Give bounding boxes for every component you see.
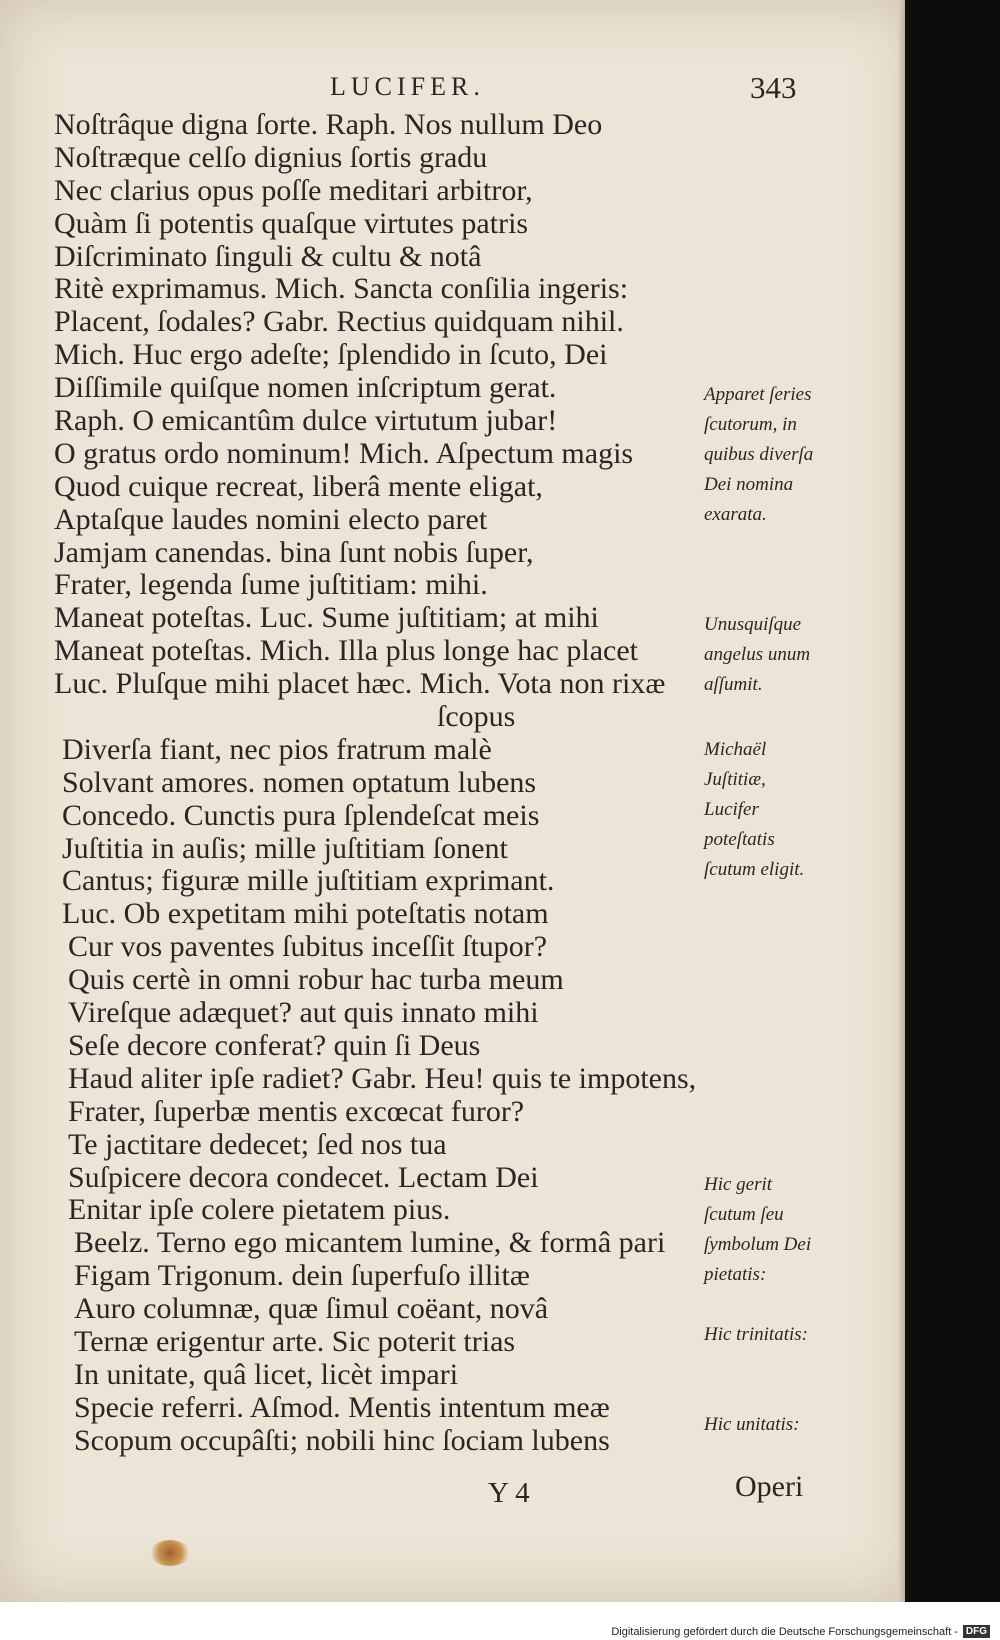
verse-line: Ritè exprimamus. Mich. Sancta conſilia ingeris:	[54, 272, 629, 306]
verse-line: Enitar ipſe colere pietatem pius.	[68, 1193, 451, 1227]
verse-line: Placent, ſodales? Gabr. Rectius quidquam nihil.	[54, 305, 624, 339]
page-number: 343	[750, 70, 797, 105]
verse-line: ſcopus	[437, 700, 516, 734]
verse-line: Frater, ſuperbæ mentis excœcat furor?	[68, 1094, 525, 1128]
verse-line: Ternæ erigentur arte. Sic poterit trias	[74, 1324, 516, 1358]
margin-note: Hic unitatis:	[704, 1414, 800, 1435]
verse-line: Quod cuique recreat, liberâ mente eligat,	[54, 469, 543, 503]
verse-text	[54, 109, 714, 1458]
verse-line: Diſſimile quiſque nomen inſcriptum gerat.	[54, 371, 557, 405]
verse-line: Raph. O emicantûm dulce virtutum jubar!	[54, 404, 558, 438]
verse-line: Scopum occupâſti; nobili hinc ſociam lubens	[74, 1423, 610, 1457]
verse-line: Luc. Ob expetitam mihi poteſtatis notam	[62, 897, 549, 931]
verse-line: Cantus; figuræ mille juſtitiam exprimant.	[62, 864, 555, 898]
verse-line: Luc. Pluſque mihi placet hæc. Mich. Vota non rixæ	[54, 667, 666, 701]
verse-line: Juſtitia in auſis; mille juſtitiam ſonent	[62, 831, 508, 865]
verse-line: Concedo. Cunctis pura ſplendeſcat meis	[62, 798, 540, 832]
verse-line: Mich. Huc ergo adeſte; ſplendido in ſcuto, Dei	[54, 338, 608, 372]
running-title: LUCIFER.	[330, 72, 485, 101]
verse-line: Diverſa fiant, nec pios fratrum malè	[62, 732, 492, 766]
verse-line: Diſcriminato ſinguli & cultu & notâ	[54, 239, 482, 273]
scan-background	[905, 0, 1000, 1602]
verse-line: Haud aliter ipſe radiet? Gabr. Heu! quis te impotens,	[68, 1061, 697, 1095]
verse-line: Te jactitare dedecet; ſed nos tua	[68, 1127, 447, 1161]
verse-line: Maneat poteſtas. Mich. Illa plus longe hac placet	[54, 634, 638, 668]
margin-note: Hic gerit ſcutum ſeu ſymbolum Dei pietatis:	[704, 1174, 812, 1285]
signature-mark: Y 4	[488, 1477, 530, 1509]
verse-line: Frater, legenda ſume juſtitiam: mihi.	[54, 568, 488, 602]
verse-line: Noſtrâque digna ſorte. Raph. Nos nullum Deo	[54, 108, 603, 141]
verse-line: Quis certè in omni robur hac turba meum	[68, 963, 564, 997]
verse-line: Solvant amores. nomen optatum lubens	[62, 765, 537, 799]
verse-line: Maneat poteſtas. Luc. Sume juſtitiam; at mihi	[54, 601, 599, 635]
digitization-credit: Digitalisierung gefördert durch die Deutsche Forschungsgemeinschaft -	[611, 1626, 958, 1638]
verse-line: Noſtræque celſo dignius ſortis gradu	[54, 140, 488, 174]
verse-line: Vireſque adæquet? aut quis innato mihi	[68, 996, 539, 1030]
verse-line: Nec clarius opus poſſe meditari arbitror,	[54, 173, 533, 207]
verse-line: Jamjam canendas. bina ſunt nobis ſuper,	[54, 535, 534, 569]
catchword: Operi	[735, 1470, 804, 1503]
verse-line: Specie referri. Aſmod. Mentis intentum meæ	[74, 1390, 610, 1424]
verse-line: In unitate, quâ licet, licèt impari	[74, 1357, 459, 1391]
margin-note: Michaël Juſtitiæ, Lucifer poteſtatis ſcutum eligit.	[704, 739, 805, 880]
dfg-logo: DFG	[963, 1625, 990, 1638]
verse-line: Figam Trigonum. dein ſuperfuſo illitæ	[74, 1259, 530, 1293]
verse-line: Quàm ſi potentis quaſque virtutes patris	[54, 206, 529, 240]
margin-note: Apparet ſeries ſcutorum, in quibus diverſa Dei nomina exarata.	[704, 384, 814, 525]
verse-line: Cur vos paventes ſubitus inceſſit ſtupor?	[68, 930, 548, 964]
verse-line: Seſe decore conferat? quin ſi Deus	[68, 1028, 481, 1062]
verse-line: Aptaſque laudes nomini electo paret	[54, 502, 488, 536]
verse-line: Suſpicere decora condecet. Lectam Dei	[68, 1160, 539, 1194]
margin-note: Unusquiſque angelus unum aſſumit.	[704, 614, 811, 695]
verse-line: O gratus ordo nominum! Mich. Aſpectum magis	[54, 436, 634, 470]
verse-line: Beelz. Terno ego micantem lumine, & formâ pari	[74, 1226, 666, 1260]
ink-stain	[150, 1540, 190, 1566]
verse-line: Auro columnæ, quæ ſimul coëant, novâ	[74, 1292, 549, 1326]
margin-note: Hic trinitatis:	[704, 1324, 808, 1345]
